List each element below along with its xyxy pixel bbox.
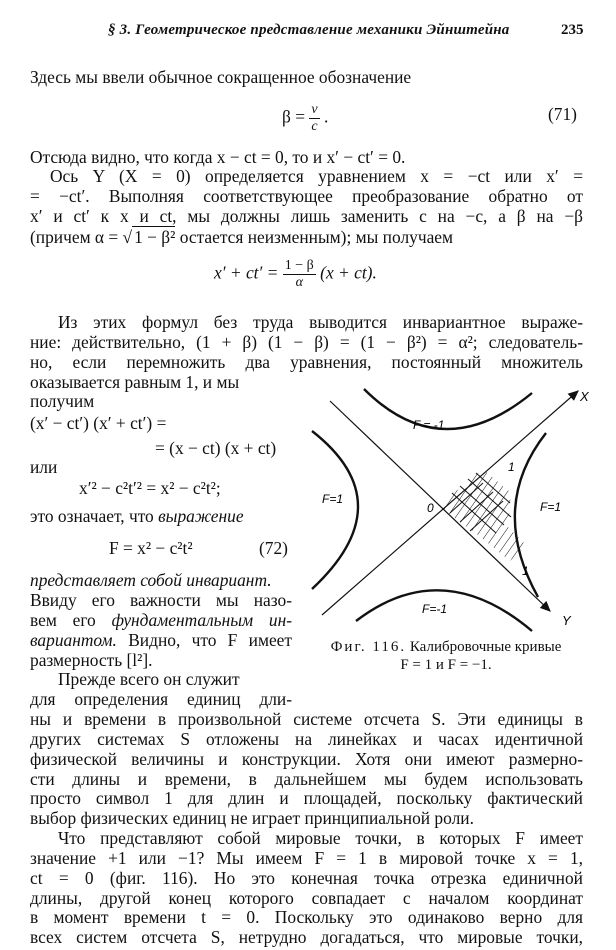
equation-product-2: = (x − ct) (x + ct) xyxy=(155,438,277,458)
label-origin: 0 xyxy=(427,501,434,515)
text-line-9: но, если перемножить два уравнения, постоянный множитель xyxy=(30,352,583,372)
sqrt-expression: 1 − β² xyxy=(134,227,176,247)
figure-caption-text-1: Калибровочные кривые xyxy=(409,639,562,655)
hyperbola-right xyxy=(515,433,546,597)
text-line-21: ны и времени в произвольной системе отсчета S. Эти единицы в xyxy=(30,709,583,729)
equation-squares: x′² − c²t′² = x² − c²t²; xyxy=(79,478,221,498)
text-line-20: для определения единиц дли- xyxy=(30,689,292,709)
text-line-3: Ось Y (X = 0) определяется уравнением x = −ct или x′ = xyxy=(50,166,583,186)
figure-caption-label: Фиг. 116. xyxy=(330,639,407,655)
equation-xct xyxy=(214,258,377,291)
figure-caption xyxy=(308,638,584,674)
label-y-axis: Y xyxy=(562,613,571,628)
running-title: § 3. Геометрическое представление механики Эйнштейна xyxy=(108,22,510,38)
hyperbola-top xyxy=(364,389,532,429)
text-line-19: Прежде всего он служит xyxy=(58,669,240,689)
label-x-axis: X xyxy=(580,389,589,404)
text-line-6-a: (причем α = xyxy=(30,227,119,247)
equation-product-1: (x′ − ct′) (x′ + ct′) = xyxy=(30,413,167,433)
hatched-region xyxy=(438,469,526,561)
text-line-25: просто символ 1 для длин и площадей, поскольку фактический xyxy=(30,788,583,808)
equation-xct-fraction xyxy=(283,258,316,291)
invariant-phrase: представляет собой инвариант. xyxy=(30,570,272,590)
text-line-22: других системах S отложены на линейках и часах идентичной xyxy=(30,729,583,749)
equation-xct-numerator: 1 − β xyxy=(284,258,314,273)
label-f-minus1-top: F = -1 xyxy=(413,418,445,432)
page-number: 235 xyxy=(561,22,584,38)
text-line-32: всех систем отсчета S, нетрудно догадаться, что мировые точки, xyxy=(30,927,583,947)
text-line-7: Из этих формул без труда выводится инвариантное выраже- xyxy=(58,312,583,332)
equation-71-denominator: c xyxy=(311,119,318,134)
text-line-17-b: Видно, что F имеет xyxy=(128,630,292,650)
text-line-16 xyxy=(30,610,292,630)
equation-xct-rhs: (x + ct). xyxy=(320,262,377,283)
equation-71-label: (71) xyxy=(548,104,577,124)
text-line-27: Что представляют собой мировые точки, в которых F имеет xyxy=(58,828,583,848)
text-line-23: физической величины и конструкции. Хотя они имеют размерно- xyxy=(30,749,583,769)
figure-caption-text-2: F = 1 и F = −1. xyxy=(400,657,492,673)
text-line-12: или xyxy=(30,457,58,477)
text-line-14 xyxy=(30,570,292,590)
text-line-31: в момент времени t = 0. Поскольку это одинаково верно для xyxy=(30,907,583,927)
equation-xct-lhs: x′ + ct′ = xyxy=(214,262,279,283)
text-line-30: длины, другой конец которого совпадает с началом координат xyxy=(30,888,583,908)
label-f-minus1-bottom: F=-1 xyxy=(422,602,448,616)
text-line-28: значение +1 или −1? Мы имеем F = 1 в мировой точке x = 1, xyxy=(30,848,583,868)
text-line-16-b: фундаментальным ин- xyxy=(111,610,292,630)
equation-71-numerator: v xyxy=(311,102,318,117)
text-line-17 xyxy=(30,630,292,650)
text-line-4: = −ct′. Выполняя соответствующее преобразование обратно от xyxy=(30,186,583,206)
text-line-16-a: вем его xyxy=(30,610,96,630)
equation-72-label: (72) xyxy=(259,538,288,558)
label-f1-left: F=1 xyxy=(322,492,344,506)
text-line-11: получим xyxy=(30,391,95,411)
equation-71: β = $\frac{v}{c}$ . xyxy=(282,102,329,134)
label-unit-upper: 1 xyxy=(508,460,515,474)
text-line-6-b: остается неизменным); мы получаем xyxy=(179,227,454,247)
text-line-10: оказывается равным 1, и мы xyxy=(30,372,240,392)
text-line-8: ние: действительно, (1 + β) (1 − β) = (1 − β²) = α²; следователь- xyxy=(30,332,583,352)
text-line-5: x′ и ct′ к x и ct, мы должны лишь заменить c на −c, а β на −β xyxy=(30,206,583,226)
equation-xct-denominator: α xyxy=(295,275,303,290)
text-line-1: Здесь мы ввели обычное сокращенное обозначение xyxy=(30,67,412,87)
text-line-17-a: вариантом. xyxy=(30,630,117,650)
text-line-13-b: выражение xyxy=(158,506,244,526)
hyperbola-left xyxy=(312,431,358,589)
text-line-2: Отсюда видно, что когда x − ct = 0, то и x′ − ct′ = 0. xyxy=(30,147,406,167)
label-unit-lower: 1 xyxy=(522,564,529,578)
text-line-29: ct = 0 (фиг. 116). Но это конечная точка отрезка единичной xyxy=(30,868,583,888)
equation-71-lhs: β = xyxy=(282,106,306,127)
text-line-24: сти длины и времени, в дальнейшем мы будем использовать xyxy=(30,769,583,789)
text-line-15: Ввиду его важности мы назо- xyxy=(30,590,292,610)
figure-116 xyxy=(300,385,590,635)
equation-71-fraction xyxy=(309,102,319,135)
text-line-6: (причем α = √ 1 − β² остается неизменным); мы получаем xyxy=(30,227,454,247)
label-f1-right: F=1 xyxy=(540,500,562,514)
text-line-13-a: это означает, что xyxy=(30,506,154,526)
text-line-26: выбор физических единиц не играет принципиальной роли. xyxy=(30,808,474,828)
text-line-18: размерность [l²]. xyxy=(30,650,153,670)
equation-72: F = x² − c²t² xyxy=(109,538,193,558)
